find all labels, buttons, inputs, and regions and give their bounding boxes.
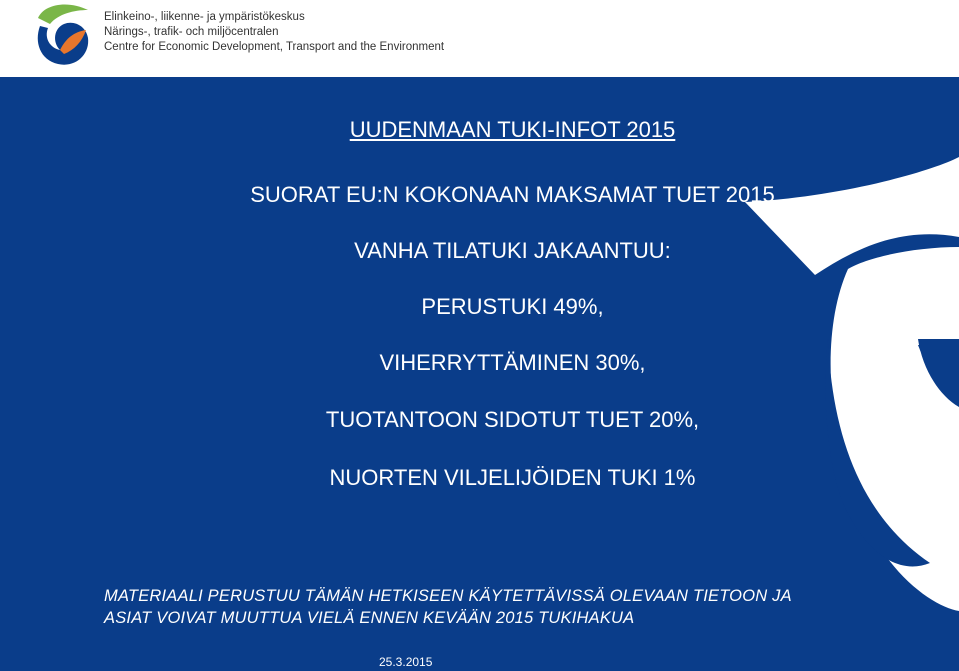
org-name-en: Centre for Economic Development, Transport and the Environment <box>104 41 445 53</box>
organization-name <box>104 10 444 55</box>
text-line-6: NUORTEN VILJELIJÖIDEN TUKI 1% <box>329 465 696 490</box>
header <box>0 0 959 77</box>
note-line-2: ASIAT VOIVAT MUUTTUA VIELÄ ENNEN KEVÄÄN 2015 TUKIHAKUA <box>104 609 635 627</box>
text-line-1: SUORAT EU:N KOKONAAN MAKSAMAT TUET 2015 <box>250 182 775 207</box>
text-line-5: TUOTANTOON SIDOTUT TUET 20%, <box>325 407 700 432</box>
note-line-1: MATERIAALI PERUSTUU TÄMÄN HETKISEEN KÄYTETTÄVISSÄ OLEVAAN TIETOON JA <box>104 587 792 605</box>
slide-date: 25.3.2015 <box>379 655 433 669</box>
ely-logo <box>30 2 96 68</box>
text-line-4: VIHERRYTTÄMINEN 30%, <box>379 350 646 375</box>
org-name-sv: Närings-, trafik- och miljöcentralen <box>104 26 279 38</box>
org-name-fi: Elinkeino-, liikenne- ja ympäristökeskus <box>104 11 305 23</box>
text-line-3: PERUSTUKI 49%, <box>421 294 604 319</box>
text-line-2: VANHA TILATUKI JAKAANTUU: <box>354 238 671 263</box>
slide-content <box>0 77 959 671</box>
slide-title: UUDENMAAN TUKI-INFOT 2015 <box>349 117 676 142</box>
